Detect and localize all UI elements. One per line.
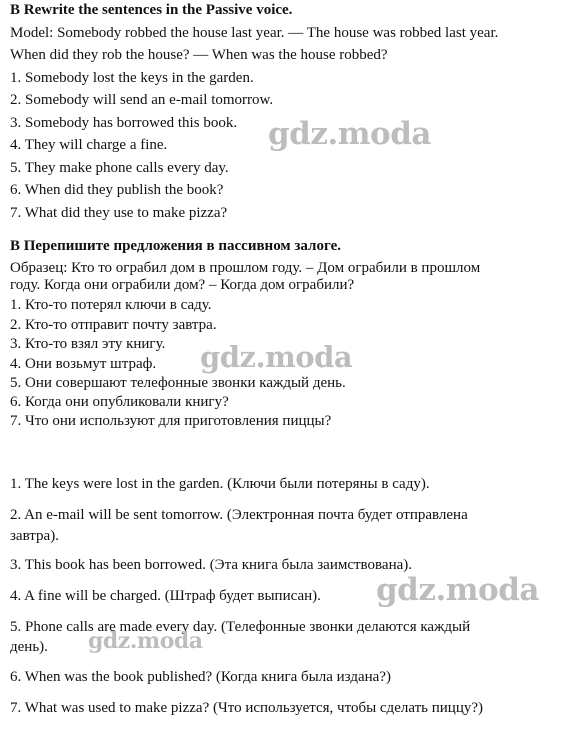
task-ru-title: В Перепишите предложения в пассивном залоге. [10, 238, 341, 254]
task-ru-item-6: 6. Когда они опубликовали книгу? [10, 394, 229, 410]
answer-1: 1. The keys were lost in the garden. (Ключи были потеряны в саду). [10, 476, 430, 492]
answer-2-line-1: 2. An e-mail will be sent tomorrow. (Электронная почта будет отправлена [10, 507, 468, 523]
task-ru-item-3: 3. Кто-то взял эту книгу. [10, 336, 166, 352]
task-ru-item-4: 4. Они возьмут штраф. [10, 356, 157, 372]
task-en-title: B Rewrite the sentences in the Passive voice. [10, 2, 293, 18]
task-en-item-4: 4. They will charge a fine. [10, 137, 168, 153]
task-en-item-7: 7. What did they use to make pizza? [10, 205, 228, 221]
task-ru-item-7: 7. Что они используют для приготовления пиццы? [10, 413, 332, 429]
task-en-item-3: 3. Somebody has borrowed this book. [10, 115, 238, 131]
answer-2-line-2: завтра). [10, 528, 59, 544]
task-en-item-1: 1. Somebody lost the keys in the garden. [10, 70, 254, 86]
watermark-3: gdz.moda [376, 572, 539, 608]
task-ru-model-line-2: году. Когда они ограбили дом? – Когда дом ограбили? [10, 277, 355, 293]
task-en-item-6: 6. When did they publish the book? [10, 182, 224, 198]
answer-5-line-1: 5. Phone calls are made every day. (Телефонные звонки делаются каждый [10, 619, 471, 635]
answer-7: 7. What was used to make pizza? (Что используется, чтобы сделать пиццу?) [10, 700, 484, 716]
watermark-1: gdz.moda [268, 116, 431, 152]
watermark-4: gdz.moda [88, 628, 203, 654]
task-ru-model-line-1: Образец: Кто то ограбил дом в прошлом году. – Дом ограбили в прошлом [10, 260, 481, 276]
answer-4: 4. A fine will be charged. (Штраф будет выписан). [10, 588, 321, 604]
task-en-model-line-2: When did they rob the house? — When was the house robbed? [10, 47, 388, 63]
answer-6: 6. When was the book published? (Когда книга была издана?) [10, 669, 391, 685]
task-en-item-2: 2. Somebody will send an e-mail tomorrow. [10, 92, 274, 108]
answer-5-line-2: день). [10, 639, 48, 655]
task-ru-item-2: 2. Кто-то отправит почту завтра. [10, 317, 217, 333]
watermark-2: gdz.moda [200, 340, 353, 374]
task-en-item-5: 5. They make phone calls every day. [10, 160, 229, 176]
task-en-model-line-1: Model: Somebody robbed the house last year. — The house was robbed last year. [10, 25, 499, 41]
task-ru-item-1: 1. Кто-то потерял ключи в саду. [10, 297, 212, 313]
task-ru-item-5: 5. Они совершают телефонные звонки каждый день. [10, 375, 346, 391]
answer-3: 3. This book has been borrowed. (Эта книга была заимствована). [10, 557, 413, 573]
